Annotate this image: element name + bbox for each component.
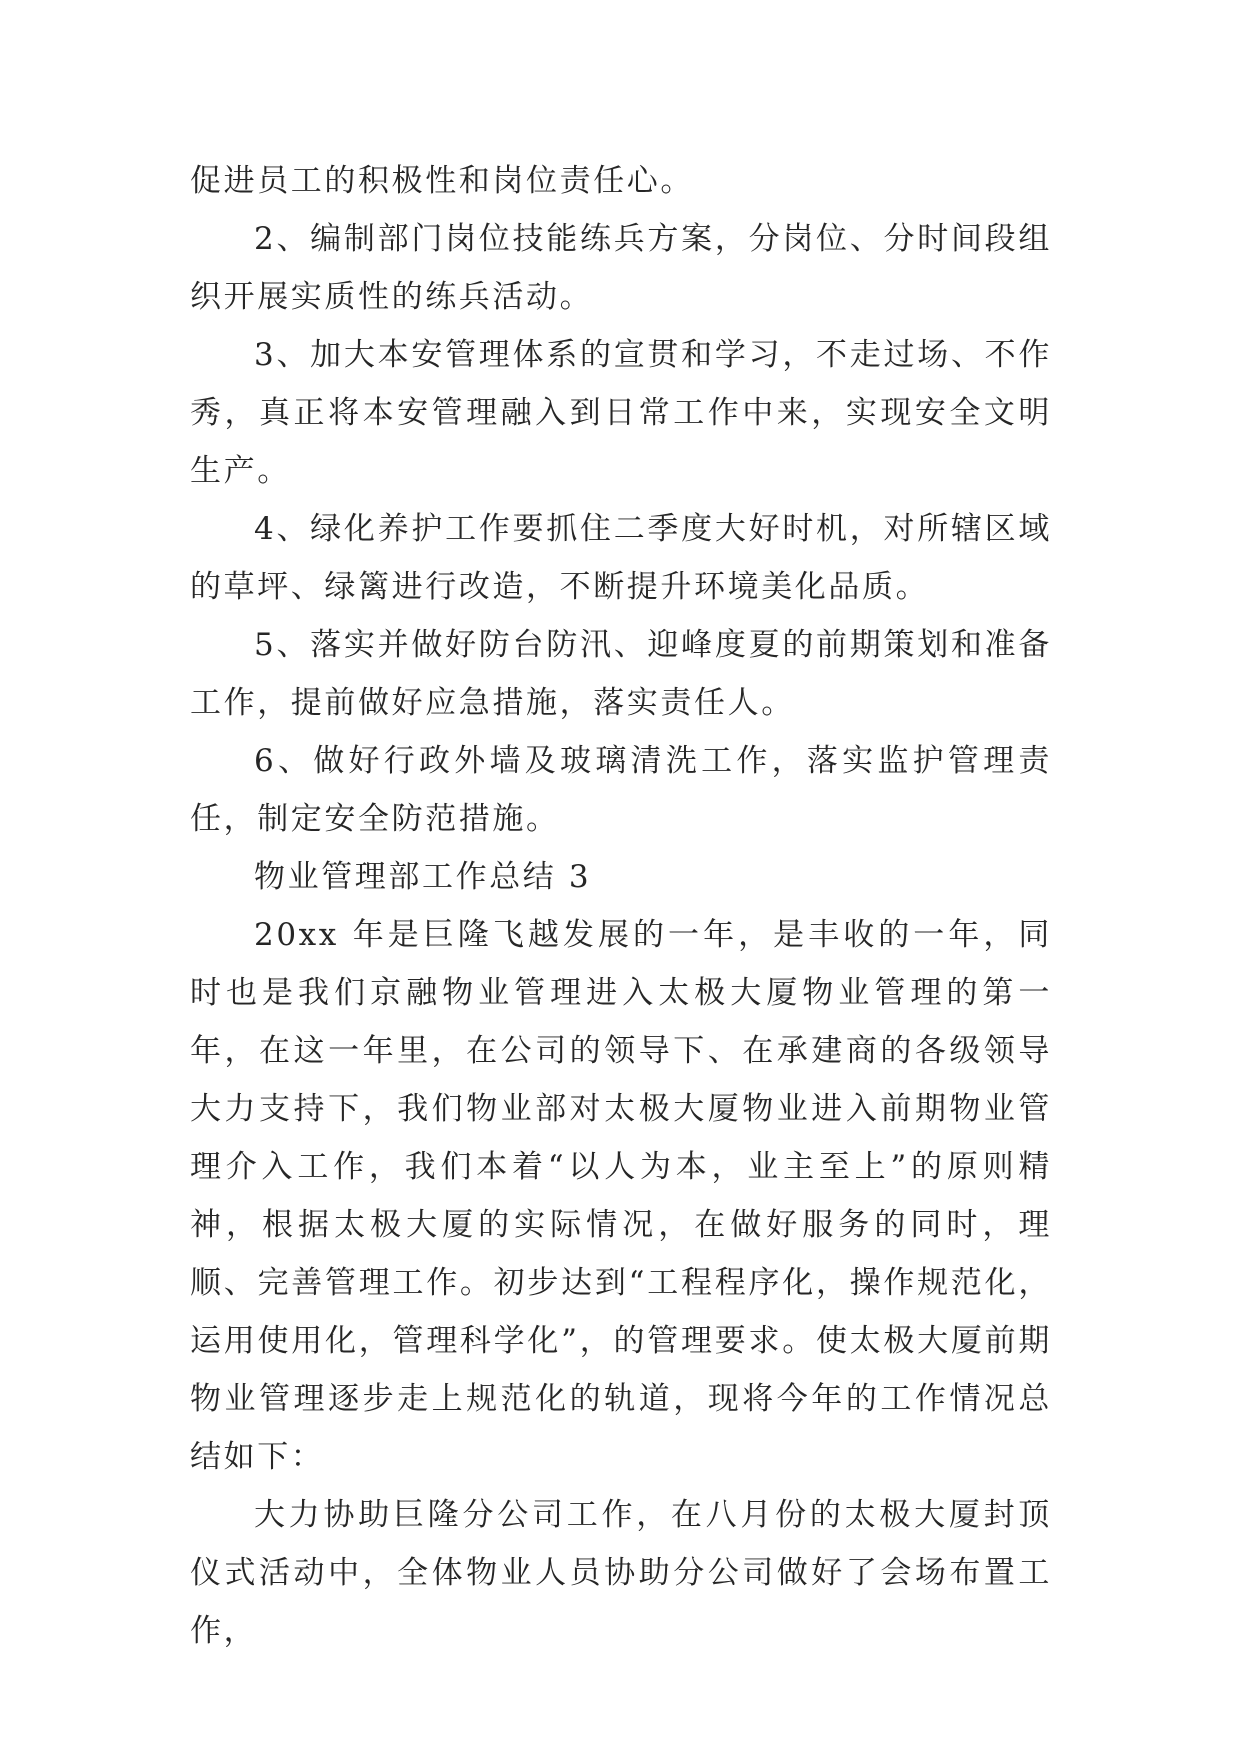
section-heading: 物业管理部工作总结 3	[254, 859, 592, 895]
paragraph-item-2: 2、编制部门岗位技能练兵方案，分岗位、分时间段组织开展实质性的练兵活动。	[190, 221, 1052, 315]
paragraph-item-3: 3、加大本安管理体系的宣贯和学习，不走过场、不作秀，真正将本安管理融入到日常工作中来，实现安全文明生产。	[190, 337, 1052, 489]
paragraph-assist-branch: 大力协助巨隆分公司工作，在八月份的太极大厦封顶仪式活动中，全体物业人员协助分公司做好了会场布置工作，	[190, 1497, 1052, 1649]
paragraph-item-5: 5、落实并做好防台防汛、迎峰度夏的前期策划和准备工作，提前做好应急措施，落实责任人。	[190, 627, 1052, 721]
paragraph-summary-intro: 20xx 年是巨隆飞越发展的一年，是丰收的一年，同时也是我们京融物业管理进入太极大厦物业管理的第一年，在这一年里，在公司的领导下、在承建商的各级领导大力支持下，我们物业部对太极大厦物业进入前期物业管理介入工作，我们本着“以人为本，业主至上”的原则精神，根据太极大厦的实际情况，在做好服务的同时，理顺、完善管理工作。初步达到“工程程序化，操作规范化，运用使用化，管理科学化”，的管理要求。使太极大厦前期物业管理逐步走上规范化的轨道，现将今年的工作情况总结如下：	[190, 917, 1052, 1475]
document-body	[190, 152, 1052, 1660]
paragraph-item-4: 4、绿化养护工作要抓住二季度大好时机，对所辖区域的草坪、绿篱进行改造，不断提升环境美化品质。	[190, 511, 1052, 605]
paragraph-item-6: 6、做好行政外墙及玻璃清洗工作，落实监护管理责任，制定安全防范措施。	[190, 743, 1052, 837]
paragraph-continuation: 促进员工的积极性和岗位责任心。	[190, 163, 694, 199]
